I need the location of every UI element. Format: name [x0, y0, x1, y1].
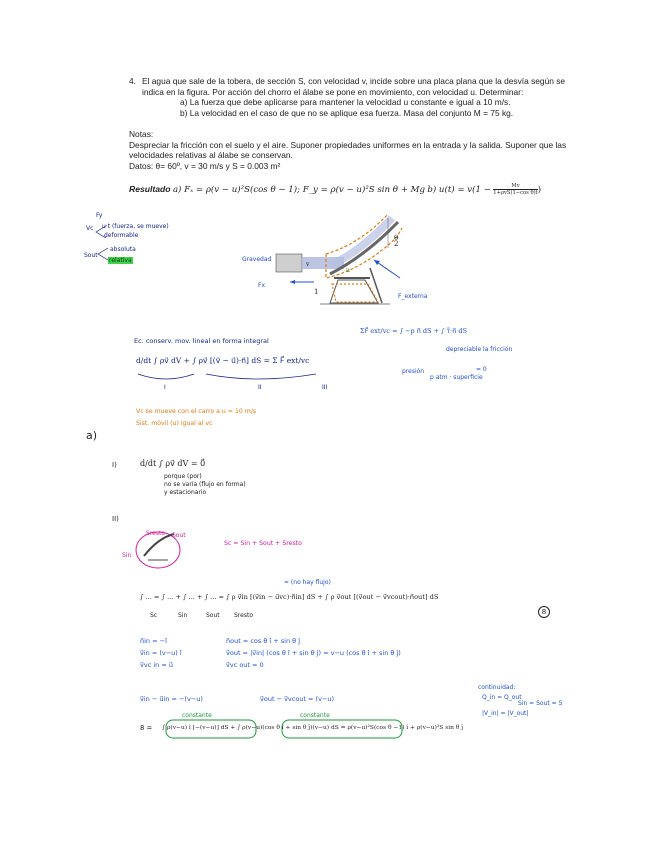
- figure-theta: θ: [394, 234, 399, 242]
- hw-cont-eq: Q_in = Q_out: [482, 694, 522, 701]
- problem-line-2: indica en la figura. Por acción del chorro el álabe se pone en movimiento, con velocidad u. Determinar:: [142, 86, 524, 97]
- hw-roman-1: I: [164, 384, 166, 391]
- hw-v-out: v⃗out = |v⃗in| (cos θ î + sin θ ĵ) = v−u (cos θ î + sin θ ĵ): [226, 649, 401, 657]
- hw-vc-desc2: deformable: [104, 232, 139, 239]
- result-formula-b: b) u(t) = v(1 −: [427, 184, 491, 195]
- hw-cont-eq2: |V_in| = |V_out|: [482, 710, 529, 717]
- hw-int-note: = (no hay flujo): [284, 579, 331, 586]
- hw-sum-forces: ΣF⃗ ext/vc = ∫ −p n⃗ dS + ∫ τ̿·n⃗ dS: [360, 327, 468, 335]
- problem-number: 4.: [129, 76, 136, 86]
- hw-annot-dep: depreciable la fricción: [446, 346, 513, 353]
- hw-sresto: Sresto: [146, 530, 165, 537]
- hw-step-I-note2: no se varía (flujo en forma): [164, 481, 246, 488]
- hw-v-vc-out: v⃗vc out = 0: [226, 661, 264, 669]
- notes-line-2: velocidades relativas al álabe se conservan.: [129, 150, 293, 160]
- result-line: Resultado a) Fₓ = ρ(v − u)²S(cos θ − 1); F_y = ρ(v − u)²S sin θ + Mg b) u(t) = v(1 − Mv 1+ρvS(1−cos θ)t ): [129, 183, 542, 196]
- hw-n-in: n⃗in = −î: [140, 637, 167, 645]
- hw-big-eq: ∫ ... = ∫ ... + ∫ ... + ∫ ... = ∫ ρ v⃗in [(v⃗in − u⃗vc)·n⃗in] dS + ∫ ρ v⃗out [(v⃗out − v⃗vcout)·n⃗out] dS: [140, 593, 439, 601]
- hw-sout-pink: Sout: [172, 532, 186, 539]
- hw-relative: relativa: [109, 257, 132, 264]
- figure-v-label: v: [306, 261, 310, 268]
- vane-figure: [270, 208, 415, 308]
- hw-sout: Sout: [84, 252, 98, 259]
- hw-gravity: Gravedad: [242, 256, 272, 263]
- hw-absolute: absoluta: [110, 246, 136, 253]
- hw-circled-8: 8: [538, 606, 550, 618]
- hw-final-eq: ∫ ρ(v−u) î [−(v−u)] dS + ∫ ρ(v−u)(cos θ î + sin θ ĵ)(v−u) dS = ρ(v−u)²S(cos θ −1) î + ρ(v−u)²S sin θ ĵ: [162, 725, 464, 731]
- figure-label-2: 2: [394, 240, 399, 248]
- hw-sc-note: Sc = Sin + Sout + Sresto: [224, 540, 302, 547]
- hw-v-in: v⃗in = (v−u) î: [140, 649, 182, 657]
- notes-title: Notas:: [129, 129, 154, 139]
- result-formula-a: a) Fₓ = ρ(v − u)²S(cos θ − 1); F_y = ρ(v − u)²S sin θ + Mg: [172, 184, 425, 195]
- problem-item-b: b) La velocidad en el caso de que no se aplique esa fuerza. Masa del conjunto M = 75 kg.: [180, 107, 514, 118]
- hw-sin-sub: Sin: [178, 612, 188, 619]
- hw-final-prefix: 8 =: [140, 724, 153, 732]
- hw-orange-note-2: Sist. móvil (u) igual al vc: [136, 420, 213, 427]
- hw-sc-label: Sc: [150, 612, 158, 619]
- hw-step-II-label: II): [112, 515, 119, 523]
- hw-vc-desc: u·t (fuerza, se mueve): [102, 223, 169, 230]
- hw-rel-out: v⃗out − v⃗vcout = (v−u): [260, 695, 335, 703]
- figure-label-1: 1: [314, 288, 319, 296]
- hw-eq-main: d/dt ∫ ρv⃗ dV + ∫ ρv⃗ [(v⃗ − u⃗)·n⃗] dS = Σ F⃗ ext/vc: [136, 356, 310, 365]
- figure-u-label: u: [346, 267, 350, 274]
- hw-eq-braces: [136, 372, 336, 386]
- problem-line-1: El agua que sale de la tobera, de sección S, con velocidad v, incide sobre una placa plana que la desvía según se: [142, 76, 566, 86]
- hw-roman-3: III: [322, 384, 328, 391]
- hw-continuity: continuidad:: [478, 684, 516, 691]
- hw-green-tag-1: constante: [182, 712, 212, 719]
- hw-orange-note-1: Vc se mueve con el carro a u = 10 m/s: [136, 408, 257, 415]
- hw-sin-pink: Sin: [122, 552, 132, 559]
- hw-vc: Vc: [86, 225, 94, 232]
- hw-step-I-label: I): [112, 461, 117, 469]
- fraction-denominator: 1+ρvS(1−cos θ)t: [493, 190, 538, 196]
- hw-fx: Fx: [258, 282, 266, 289]
- hw-eq-title: Ec. conserv. mov. lineal en forma integral: [134, 337, 269, 345]
- hw-step-I-eq: d/dt ∫ ρv⃗ dV = 0⃗: [140, 459, 206, 468]
- hw-sresto-sub: Sresto: [234, 612, 253, 619]
- hw-green-boxes: [164, 718, 414, 740]
- hw-sout-sub: Sout: [206, 612, 220, 619]
- hw-green-tag-2: constante: [300, 712, 330, 719]
- hw-fext: F_externa: [398, 293, 428, 300]
- notes-line-1: Despreciar la fricción con el suelo y el aire. Suponer propiedades uniformes en la entrada y la salida. Suponer que las: [129, 139, 567, 150]
- result-label: Resultado: [129, 183, 171, 194]
- hw-fy: Fy: [96, 212, 103, 219]
- hw-area-eq: Sin = Sout = S: [518, 700, 563, 707]
- hw-step-I-note1: porque (por): [164, 473, 202, 480]
- notes-data: Datos: θ= 60º, v = 30 m/s y S = 0.003 m²: [129, 160, 281, 171]
- problem-item-a: a) La fuerza que debe aplicarse para mantener la velocidad u constante e igual a 10 m/s.: [180, 97, 511, 107]
- hw-roman-2: II: [258, 384, 262, 391]
- hw-annot-pressure: presión: [402, 368, 425, 375]
- hw-step-I-note3: y estacionario: [164, 489, 207, 496]
- hw-rel-in: v⃗in − u⃗in = −(v−u): [140, 695, 203, 703]
- hw-brace-lines: [94, 226, 108, 266]
- hw-n-out: n⃗out = cos θ î + sin θ ĵ: [226, 637, 301, 645]
- hw-v-vc-in: v⃗vc in = u⃗: [140, 661, 173, 669]
- hw-annot-zero: = 0: [476, 366, 487, 373]
- hw-part-a: a): [86, 429, 98, 442]
- fraction-numerator: Mv: [493, 183, 537, 190]
- result-fraction: [493, 183, 537, 196]
- hw-annot-atm: p atm · superficie: [430, 374, 483, 381]
